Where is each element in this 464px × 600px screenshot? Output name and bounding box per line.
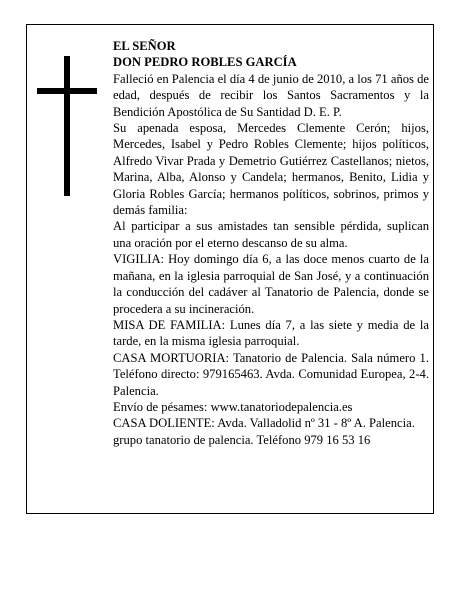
header-line-1: EL SEÑOR <box>113 39 176 53</box>
paragraph-request: Al participar a sus amistades tan sensible pérdida, suplican una oración por el eterno descanso de su alma. <box>113 219 429 250</box>
deceased-name: DON PEDRO ROBLES GARCÍA <box>113 55 297 70</box>
obituary-text <box>113 38 429 448</box>
paragraph-mourning-house: CASA DOLIENTE: Avda. Valladolid nº 31 - 8º A. Palencia. <box>113 416 415 431</box>
paragraph-family-mass: MISA DE FAMILIA: Lunes día 7, a las siete y media de la tarde, en la misma iglesia parroquial. <box>113 317 429 349</box>
paragraph-vigil: VIGILIA: Hoy domingo día 6, a las doce menos cuarto de la mañana, en la iglesia parroquial de San José, y a continuación la conducción del cadáver al Tanatorio de Palencia, donde se procedera a su incineración. <box>113 252 429 316</box>
paragraph-condolences: Envío de pésames: www.tanatoriodepalencia.es <box>113 399 353 414</box>
paragraph-death-notice: Falleció en Palencia el día 4 de junio de 2010, a los 71 años de edad, después de recibir los Santos Sacramentos y la Bendición Apostólica de Su Santidad D. E. P. <box>113 71 429 119</box>
cross-icon <box>64 56 70 196</box>
paragraph-contact: grupo tanatorio de palencia. Teléfono 979 16 53 16 <box>113 432 371 447</box>
paragraph-family: Su apenada esposa, Mercedes Clemente Cerón; hijos, Mercedes, Isabel y Pedro Robles Clemente; hijos políticos, Alfredo Vivar Prada y Demetrio Gutiérrez Castellanos; nietos, Marina, Alba, Alonso y Candela; hermanos, Benito, Lidia y Gloria Robles García; hermanos políticos, sobrinos, primos y demás familia: <box>113 121 429 218</box>
cross-icon-bar <box>37 88 97 94</box>
paragraph-funeral-home: CASA MORTUORIA: Tanatorio de Palencia. Sala número 1. Teléfono directo: 979165463. Avda. Comunidad Europea, 2-4. Palencia. <box>113 350 429 398</box>
